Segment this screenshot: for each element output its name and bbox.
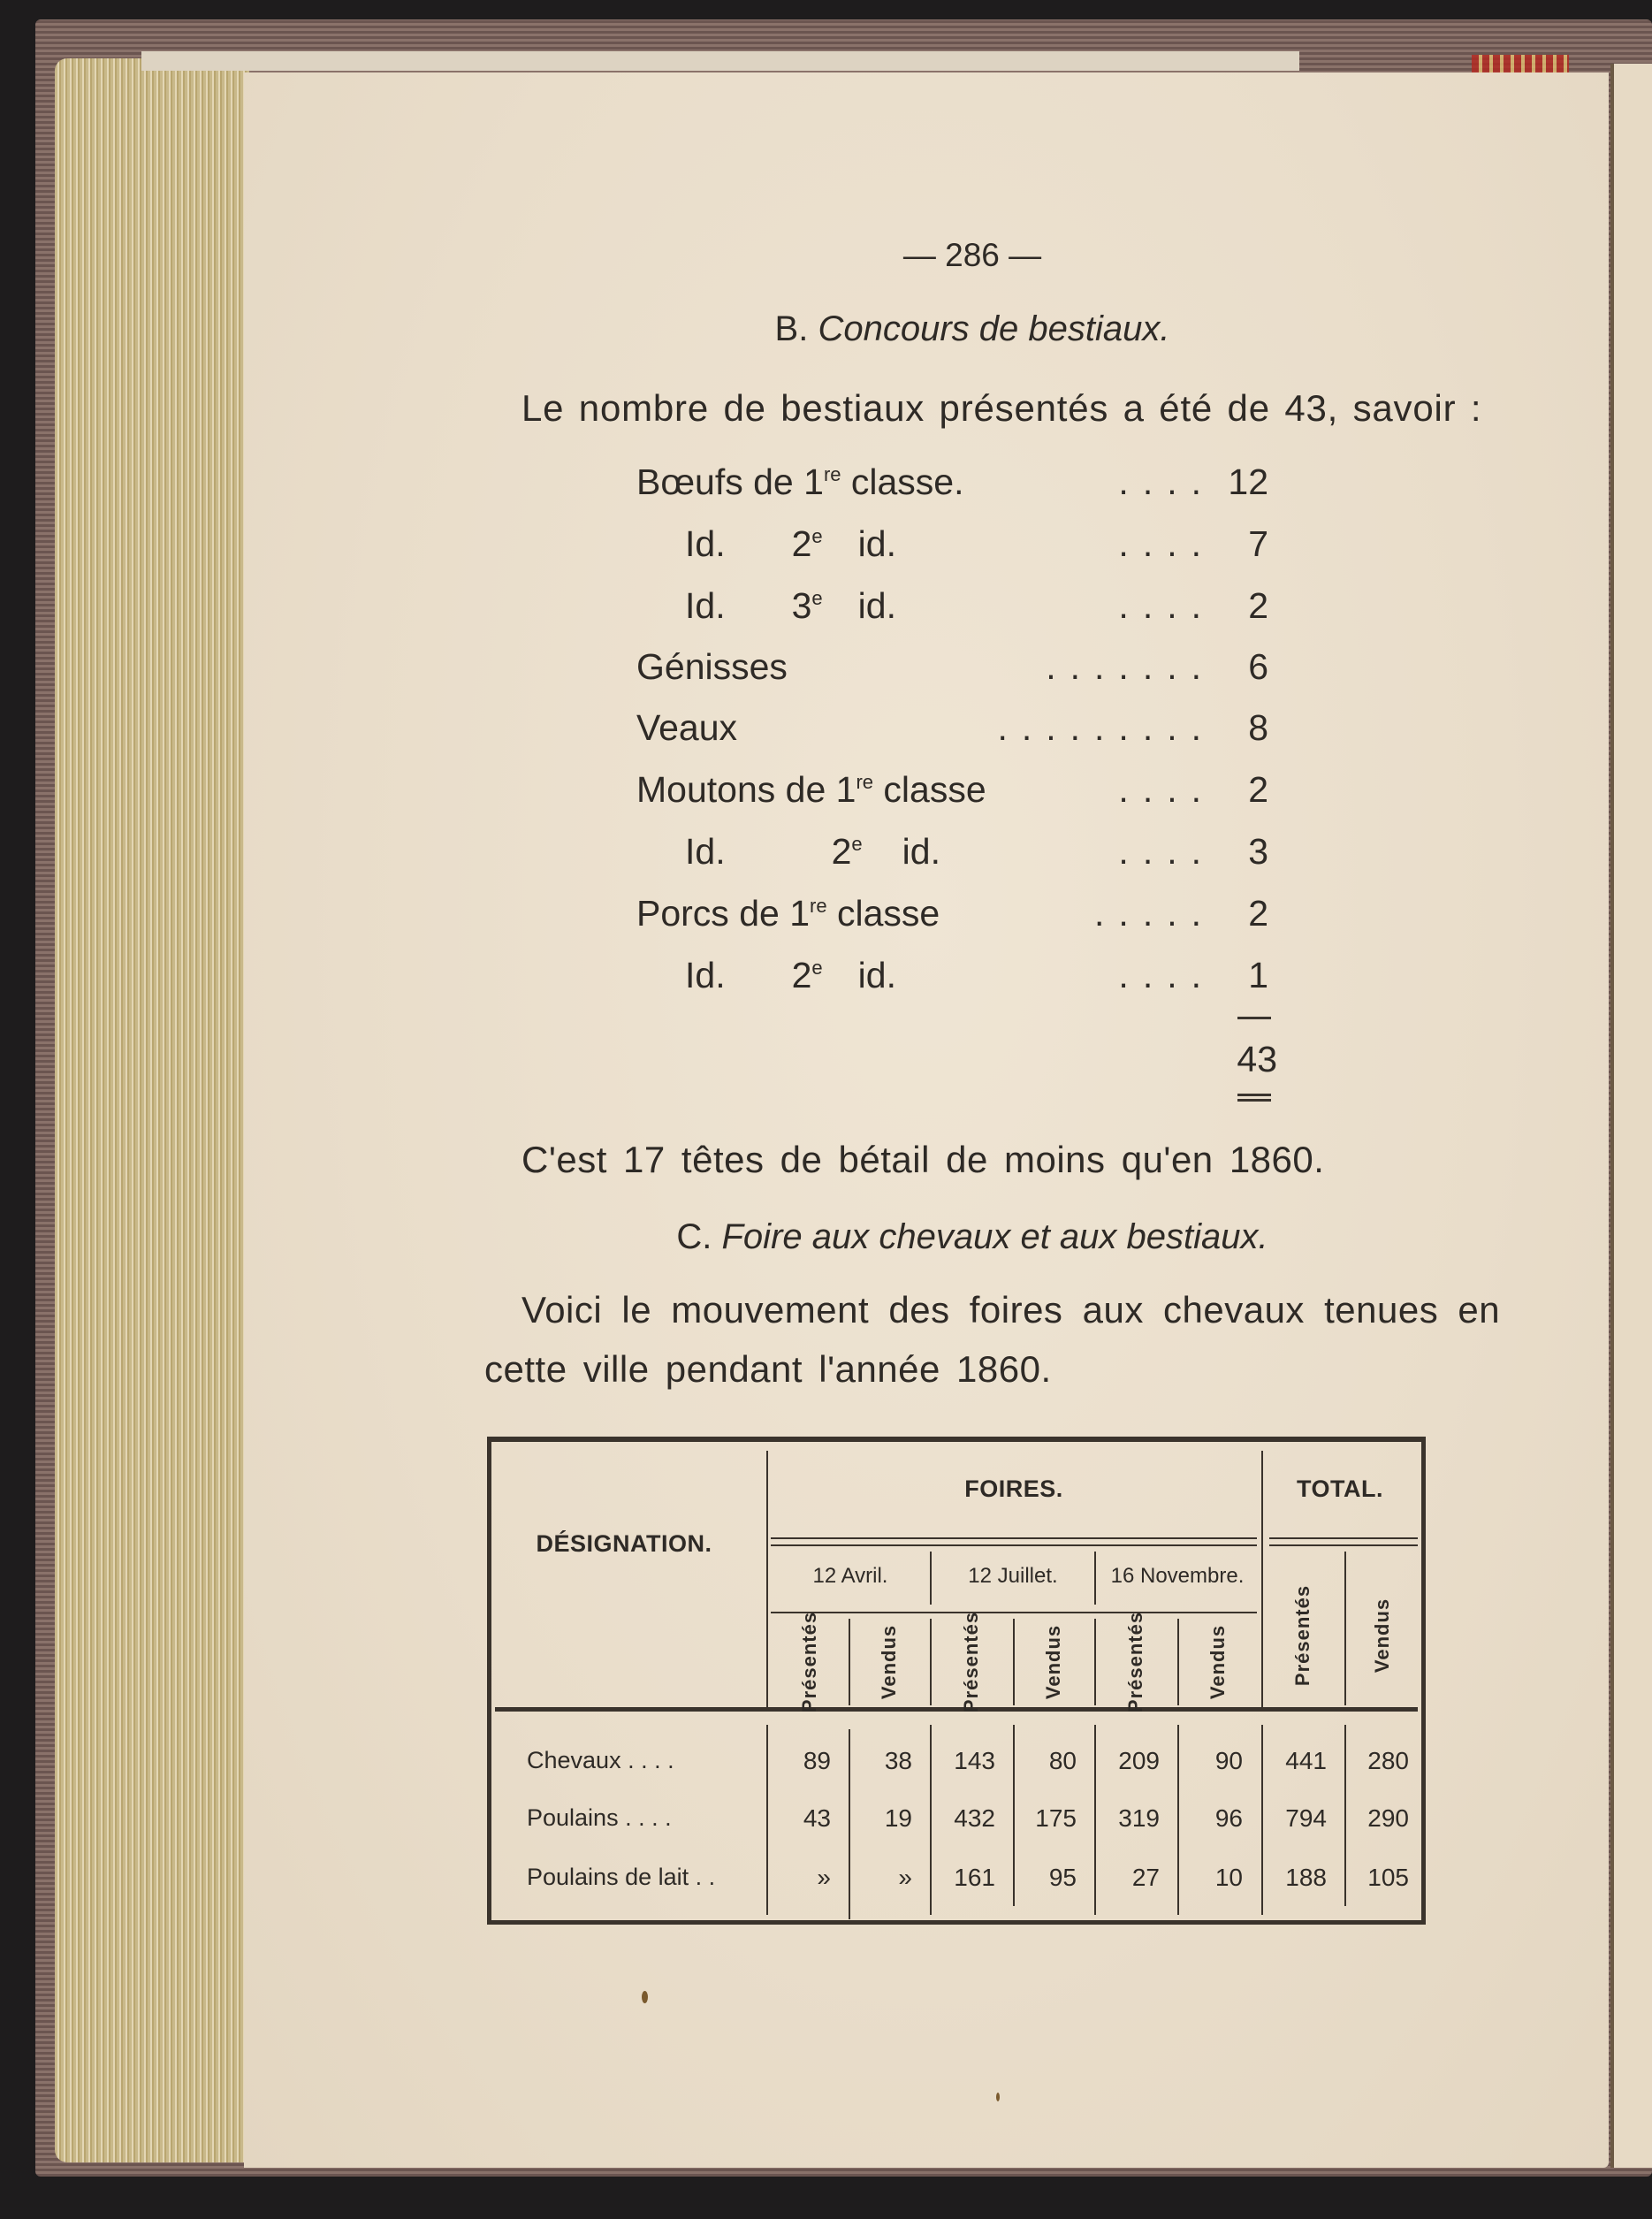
- table-cell: 95: [1048, 1864, 1077, 1891]
- section-c-title: Foire aux chevaux et aux bestiaux.: [721, 1217, 1268, 1256]
- table-cell: 209: [1118, 1747, 1160, 1774]
- livestock-intro: Le nombre de bestiaux présentés a été de 43, savoir :: [521, 387, 1482, 429]
- livestock-item: [636, 461, 1277, 515]
- table-cell: 175: [1035, 1804, 1077, 1832]
- table-cell: 143: [954, 1747, 995, 1774]
- livestock-item: [636, 831, 1277, 884]
- livestock-label: Porcs de 1re classe: [636, 893, 940, 934]
- sub-divider: [1177, 1619, 1179, 1705]
- livestock-item: [636, 893, 1277, 946]
- foires-rule-2: [771, 1544, 1257, 1546]
- july-vendus-header: Vendus: [1042, 1624, 1064, 1700]
- livestock-item: [636, 585, 1277, 638]
- table-cell: 319: [1118, 1804, 1160, 1832]
- table-cell: 280: [1367, 1747, 1409, 1774]
- livestock-label: Bœufs de 1re classe.: [636, 461, 964, 502]
- horse-fairs-table: [487, 1437, 1426, 1925]
- table-cell: 43: [803, 1804, 831, 1832]
- leader-dots: .......: [1046, 646, 1215, 687]
- livestock-count: 3: [1248, 831, 1268, 872]
- april-presentes-header: Présentés: [798, 1611, 820, 1713]
- leader-dots: ....: [1118, 585, 1215, 626]
- table-cell: 38: [884, 1747, 912, 1774]
- livestock-item: [636, 646, 1277, 699]
- sub-divider: [1344, 1552, 1346, 1705]
- total-rule-2: [1269, 1544, 1418, 1546]
- total-presentes-header: Présentés: [1291, 1584, 1313, 1687]
- total-double-rule: [1237, 1094, 1271, 1102]
- livestock-count: 8: [1248, 707, 1268, 748]
- row-label: Poulains de lait . .: [527, 1864, 716, 1890]
- table-cell: »: [817, 1864, 831, 1891]
- leader-dots: .........: [997, 707, 1215, 748]
- livestock-count: 7: [1248, 523, 1268, 564]
- section-b-title: Concours de bestiaux.: [818, 309, 1170, 348]
- table-cell: 19: [884, 1804, 912, 1832]
- table-cell: 89: [803, 1747, 831, 1774]
- livestock-count: 12: [1228, 461, 1268, 502]
- table-cell: 90: [1214, 1747, 1243, 1774]
- total-vendus-header: Vendus: [1371, 1598, 1393, 1674]
- table-cell: »: [898, 1864, 912, 1891]
- page-edges: [55, 58, 249, 2162]
- section-c-letter: C.: [676, 1217, 712, 1256]
- livestock-count: 2: [1248, 585, 1268, 626]
- header-bottom-rule: [495, 1707, 1418, 1712]
- table-cell: 161: [954, 1864, 995, 1891]
- row-label: Poulains . . . .: [527, 1804, 672, 1831]
- col-divider: [1261, 1451, 1263, 1707]
- fairs-paragraph-line2: cette ville pendant l'année 1860.: [484, 1348, 1052, 1390]
- sub-divider: [1013, 1619, 1015, 1705]
- foires-header: FOIRES.: [964, 1476, 1063, 1502]
- livestock-label: Veaux: [636, 707, 737, 748]
- sum-rule: [1237, 1017, 1271, 1019]
- november-presentes-header: Présentés: [1124, 1611, 1146, 1713]
- section-c-heading: [495, 1217, 1450, 1257]
- table-cell: 80: [1048, 1747, 1077, 1774]
- paper-stain: [996, 2093, 1000, 2101]
- table-cell: 10: [1214, 1864, 1243, 1891]
- livestock-count: 1: [1248, 955, 1268, 995]
- livestock-count: 2: [1248, 769, 1268, 810]
- flyleaf-edge: [141, 51, 1299, 71]
- fairs-paragraph-line1: Voici le mouvement des foires aux chevaux tenues en: [521, 1289, 1501, 1331]
- livestock-label: Moutons de 1re classe: [636, 769, 986, 810]
- livestock-label: Id. 2e id.: [685, 523, 896, 564]
- fair-date-april: 12 Avril.: [812, 1564, 888, 1588]
- col-divider: [766, 1451, 768, 1707]
- leader-dots: ....: [1118, 461, 1215, 502]
- sub-divider: [849, 1619, 850, 1705]
- table-cell: 188: [1285, 1864, 1327, 1891]
- leader-dots: ....: [1118, 955, 1215, 995]
- livestock-total: 43: [1237, 1039, 1277, 1079]
- total-header: TOTAL.: [1297, 1476, 1383, 1502]
- april-vendus-header: Vendus: [878, 1624, 900, 1700]
- paper-stain: [642, 1991, 648, 2003]
- livestock-item: [636, 707, 1277, 760]
- sub-divider: [1094, 1619, 1096, 1705]
- facing-page-edge: [1614, 64, 1652, 2168]
- table-cell: 105: [1367, 1864, 1409, 1891]
- section-b-letter: B.: [774, 309, 809, 348]
- bookmark-ribbon: [1472, 55, 1569, 72]
- table-cell: 290: [1367, 1804, 1409, 1832]
- table-cell: 794: [1285, 1804, 1327, 1832]
- livestock-label: Id. 3e id.: [685, 585, 896, 626]
- livestock-count: 6: [1248, 646, 1268, 687]
- total-rule-1: [1269, 1537, 1418, 1539]
- livestock-item: [636, 523, 1277, 576]
- fair-dates-rule: [771, 1612, 1257, 1613]
- july-presentes-header: Présentés: [960, 1611, 982, 1713]
- leader-dots: ....: [1118, 831, 1215, 872]
- leader-dots: .....: [1094, 893, 1215, 934]
- livestock-item: [636, 955, 1277, 1008]
- comparison-sentence: C'est 17 têtes de bétail de moins qu'en 1860.: [521, 1139, 1325, 1180]
- table-cell: 96: [1214, 1804, 1243, 1832]
- table-cell: 441: [1285, 1747, 1327, 1774]
- livestock-item: [636, 769, 1277, 822]
- livestock-count: 2: [1248, 893, 1268, 934]
- section-b-heading: [495, 309, 1450, 349]
- page-number: — 286 —: [902, 237, 1042, 273]
- designation-header: DÉSIGNATION.: [536, 1530, 712, 1557]
- leader-dots: ....: [1118, 523, 1215, 564]
- sub-divider: [930, 1619, 932, 1705]
- livestock-label: Id. 2e id.: [685, 955, 896, 995]
- fair-date-july: 12 Juillet.: [968, 1564, 1058, 1588]
- row-label: Chevaux . . . .: [527, 1747, 674, 1773]
- foires-rule-1: [771, 1537, 1257, 1539]
- fair-date-november: 16 Novembre.: [1110, 1564, 1245, 1588]
- table-cell: 432: [954, 1804, 995, 1832]
- leader-dots: ....: [1118, 769, 1215, 810]
- table-cell: 27: [1131, 1864, 1160, 1891]
- livestock-label: Génisses: [636, 646, 788, 687]
- november-vendus-header: Vendus: [1207, 1624, 1229, 1700]
- livestock-label: Id. 2e id.: [685, 831, 940, 872]
